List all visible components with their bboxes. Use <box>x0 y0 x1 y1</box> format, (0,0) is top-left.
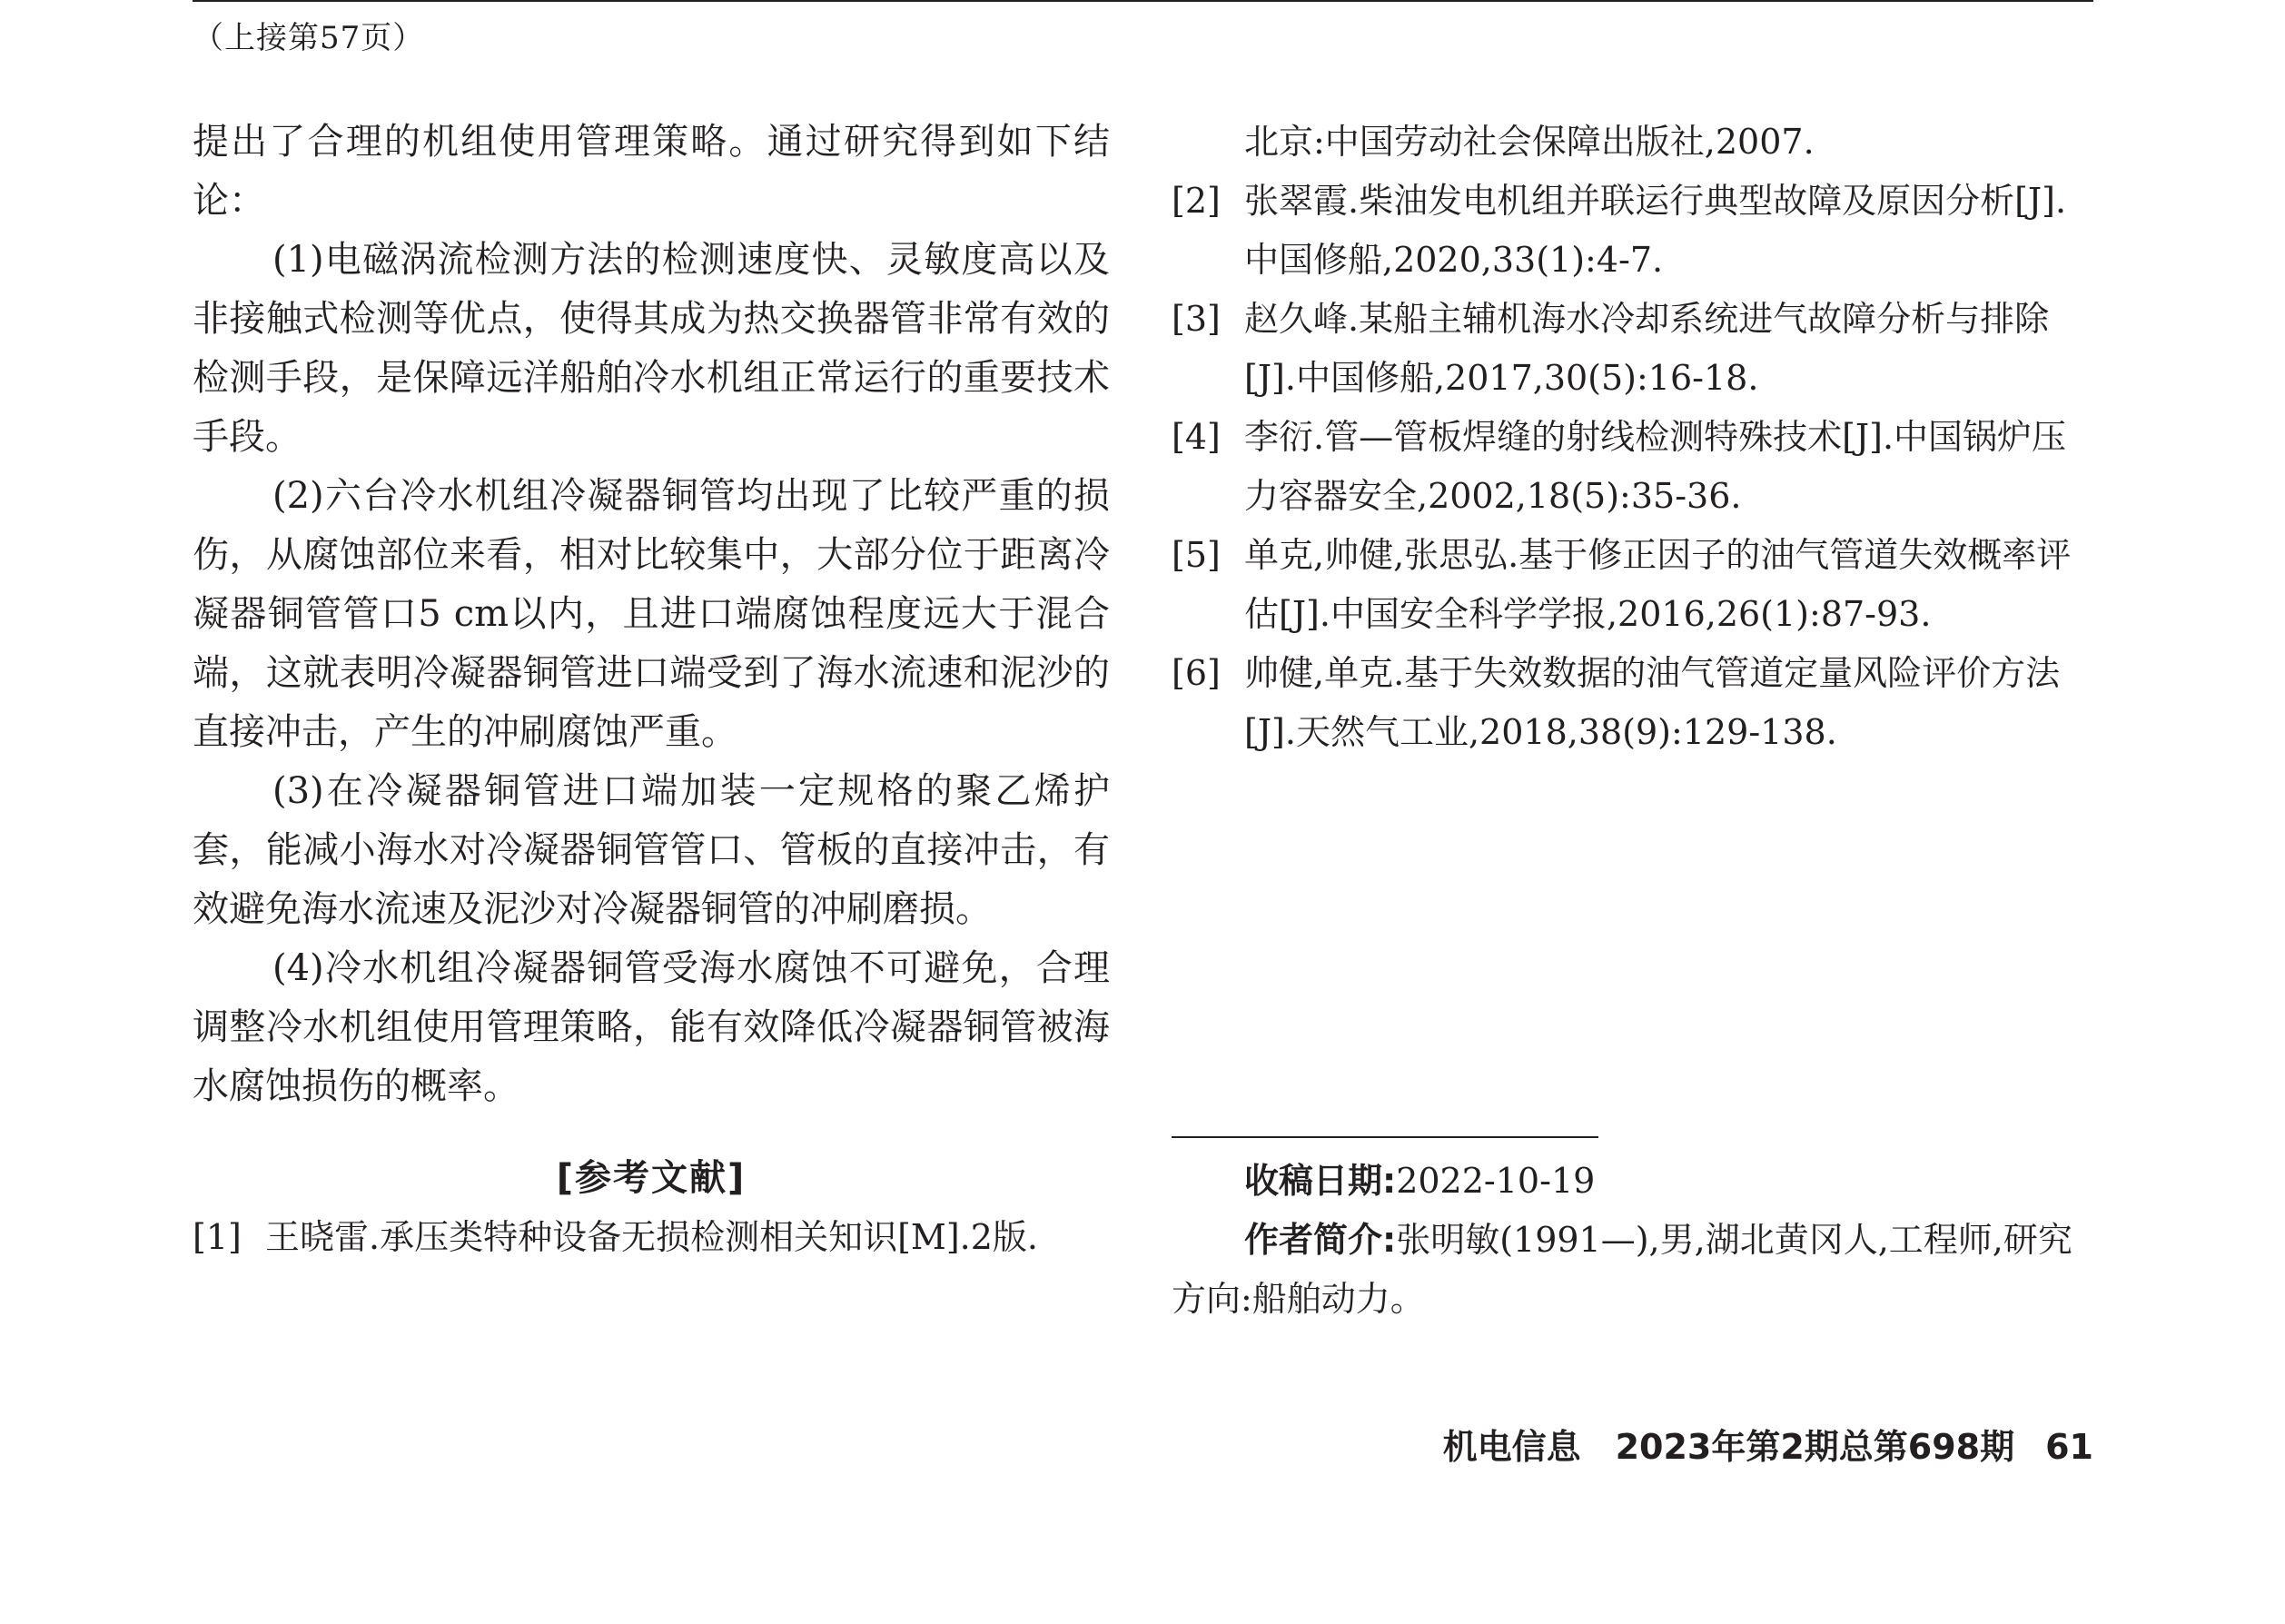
reference-6 <box>1172 644 2093 762</box>
author-bio-value: 张明敏(1991—),男,湖北黄冈人,工程师,研究方向:船舶动力。 <box>1172 1220 2072 1319</box>
article-footnotes <box>1172 1152 2093 1329</box>
author-bio <box>1172 1211 2093 1329</box>
reference-text: 王晓雷.承压类特种设备无损检测相关知识[M].2版. <box>265 1217 1038 1257</box>
author-bio-label: 作者简介: <box>1244 1220 1397 1260</box>
received-date <box>1172 1152 2093 1211</box>
left-column <box>193 113 1110 1267</box>
reference-number: [5] <box>1172 535 1221 575</box>
footnote-rule <box>1172 1136 1598 1138</box>
reference-text: 李衍.管—管板焊缝的射线检测特殊技术[J].中国锅炉压力容器安全,2002,18(5):35-36. <box>1244 417 2067 516</box>
conclusion-4: (4)冷水机组冷凝器铜管受海水腐蚀不可避免，合理调整冷水机组使用管理策略，能有效降低冷凝器铜管被海水腐蚀损伤的概率。 <box>193 947 1110 1107</box>
reference-1-continued: 北京:中国劳动社会保障出版社,2007. <box>1244 122 1815 162</box>
reference-number: [1] <box>193 1217 242 1257</box>
reference-text: 单克,帅健,张思弘.基于修正因子的油气管道失效概率评估[J].中国安全科学学报,2016,26(1):87-93. <box>1244 535 2072 634</box>
continued-from-note: （上接第57页） <box>193 20 425 56</box>
reference-5 <box>1172 526 2093 644</box>
conclusion-1: (1)电磁涡流检测方法的检测速度快、灵敏度高以及非接触式检测等优点，使得其成为热交换器管非常有效的检测手段，是保障远洋船舶冷水机组正常运行的重要技术手段。 <box>193 239 1110 458</box>
references-heading: [参考文献] <box>556 1157 747 1199</box>
reference-number: [2] <box>1172 181 1221 221</box>
reference-number: [4] <box>1172 417 1221 457</box>
reference-number: [6] <box>1172 653 1221 693</box>
conclusion-intro: 提出了合理的机组使用管理策略。通过研究得到如下结论： <box>193 121 1110 222</box>
page-footer <box>1443 1424 2093 1470</box>
right-column <box>1172 113 2093 762</box>
reference-number: [3] <box>1172 299 1221 339</box>
reference-text: 赵久峰.某船主辅机海水冷却系统进气故障分析与排除[J].中国修船,2017,30(5):16-18. <box>1244 299 2050 398</box>
conclusion-3: (3)在冷凝器铜管进口端加装一定规格的聚乙烯护套，能减小海水对冷凝器铜管管口、管板的直接冲击，有效避免海水流速及泥沙对冷凝器铜管的冲刷磨损。 <box>193 770 1110 930</box>
received-date-label: 收稿日期: <box>1244 1161 1397 1201</box>
reference-text: 张翠霞.柴油发电机组并联运行典型故障及原因分析[J].中国修船,2020,33(1):4-7. <box>1244 181 2067 280</box>
conclusion-2: (2)六台冷水机组冷凝器铜管均出现了比较严重的损伤，从腐蚀部位来看，相对比较集中，大部分位于距离冷凝器铜管管口5 cm以内，且进口端腐蚀程度远大于混合端，这就表明冷凝器铜管进口端受到了海水流速和泥沙的直接冲击，产生的冲刷腐蚀严重。 <box>193 475 1110 753</box>
reference-text: 帅健,单克.基于失效数据的油气管道定量风险评价方法[J].天然气工业,2018,38(9):129-138. <box>1244 653 2061 752</box>
page-number: 61 <box>2045 1427 2093 1467</box>
journal-issue: 机电信息 2023年第2期总第698期 <box>1442 1427 2015 1467</box>
reference-1 <box>193 1208 1110 1267</box>
reference-2 <box>1172 172 2093 290</box>
received-date-value: 2022-10-19 <box>1396 1161 1596 1201</box>
reference-3 <box>1172 290 2093 408</box>
reference-4 <box>1172 408 2093 526</box>
top-rule <box>193 0 2093 2</box>
